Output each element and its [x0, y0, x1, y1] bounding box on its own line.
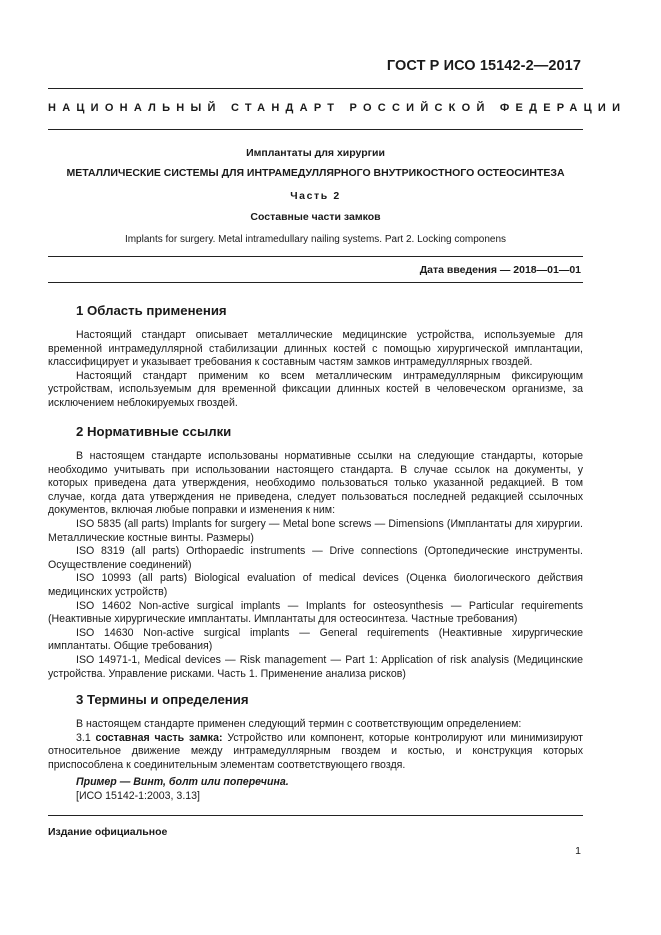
section-scope	[48, 303, 583, 411]
section-heading: 1 Область применения	[76, 303, 227, 318]
footer-rule	[48, 815, 583, 816]
reference-item: ISO 14971-1, Medical devices — Risk management — Part 1: Application of risk analysis (Медицинские устройства. Управление рисками. Часть 1. Применение анализа рисков)	[48, 653, 583, 680]
national-standard-banner: НАЦИОНАЛЬНЫЙ СТАНДАРТ РОССИЙСКОЙ ФЕДЕРАЦИИ	[48, 102, 627, 114]
title-line-1: Имплантаты для хирургии	[246, 147, 385, 159]
effective-date: Дата введения — 2018—01—01	[419, 264, 581, 276]
title-english: Implants for surgery. Metal intramedullary nailing systems. Part 2. Locking componens	[124, 234, 507, 245]
header-rule-bottom	[48, 129, 583, 130]
date-rule	[48, 282, 583, 283]
title-subtitle: Составные части замков	[250, 211, 381, 223]
title-line-2: МЕТАЛЛИЧЕСКИЕ СИСТЕМЫ ДЛЯ ИНТРАМЕДУЛЛЯРНОГО ВНУТРИКОСТНОГО ОСТЕОСИНТЕЗА	[66, 167, 565, 179]
paragraph: В настоящем стандарте применен следующий термин с соответствующим определением:	[76, 718, 522, 730]
standard-code: ГОСТ Р ИСО 15142-2—2017	[386, 58, 581, 74]
section-terms-definitions	[48, 692, 583, 804]
term-number: 3.1	[76, 731, 91, 744]
term-text: Устройство или компонент, которые контролируют или минимизируют относительное движение между интрамедуллярным гвоздем и костью, и конструкция которых приспособлена к соединительным элементам соответствующего гвоздя.	[48, 731, 584, 771]
paragraph: Настоящий стандарт применим ко всем металлическим интрамедуллярным фиксирующим устройствам, используемым для временной фиксации длинных костей в человеческом организме, за исключением неблокируемых гвоздей.	[48, 369, 583, 409]
header-rule-top	[48, 88, 583, 89]
reference-item: ISO 5835 (all parts) Implants for surgery — Metal bone screws — Dimensions (Имплантаты для хирургии. Металлические костные винты. Размеры)	[48, 517, 583, 544]
term-definition	[48, 732, 583, 773]
reference-item: ISO 14630 Non-active surgical implants — General requirements (Неактивные хирургические имплантаты. Общие требования)	[48, 626, 583, 653]
source-reference: [ИСО 15142-1:2003, 3.13]	[76, 789, 200, 802]
page-number: 1	[575, 845, 581, 857]
reference-item: ISO 14602 Non-active surgical implants — Implants for osteosynthesis — Particular requirements (Неактивные хирургические имплантаты. Имплантаты для остеосинтеза. Частные требования)	[48, 599, 583, 626]
section-heading: 2 Нормативные ссылки	[76, 424, 232, 439]
title-part: Часть 2	[290, 190, 341, 202]
paragraph: В настоящем стандарте использованы нормативные ссылки на следующие стандарты, которые необходимо учитывать при использовании настоящего стандарта. В случае ссылок на документы, у которых приведена дата утверждения, необходимо пользоваться только указанной редакцией. В том случае, когда дата утверждения не приведена, следует пользоваться последней редакцией ссылочных документов, включая любые поправки и изменения к ним:	[48, 450, 583, 517]
term-name: составная часть замка:	[95, 731, 223, 744]
title-rule	[48, 256, 583, 257]
edition-label: Издание официальное	[48, 826, 168, 838]
example-note: Пример — Винт, болт или поперечина.	[76, 776, 289, 789]
reference-item: ISO 8319 (all parts) Orthopaedic instruments — Drive connections (Ортопедические инструменты. Осуществление соединений)	[48, 545, 583, 571]
section-normative-references	[48, 424, 583, 681]
paragraph: Настоящий стандарт описывает металлические медицинские устройства, используемые для временной интрамедуллярной стабилизации длинных костей с помощью хирургической имплантации, классифицирует и указывает требования к составным частям замков интрамедуллярных гвоздей.	[48, 329, 583, 369]
section-heading: 3 Термины и определения	[76, 692, 249, 707]
reference-item: ISO 10993 (all parts) Biological evaluation of medical devices (Оценка биологического действия медицинских устройств)	[48, 572, 583, 598]
